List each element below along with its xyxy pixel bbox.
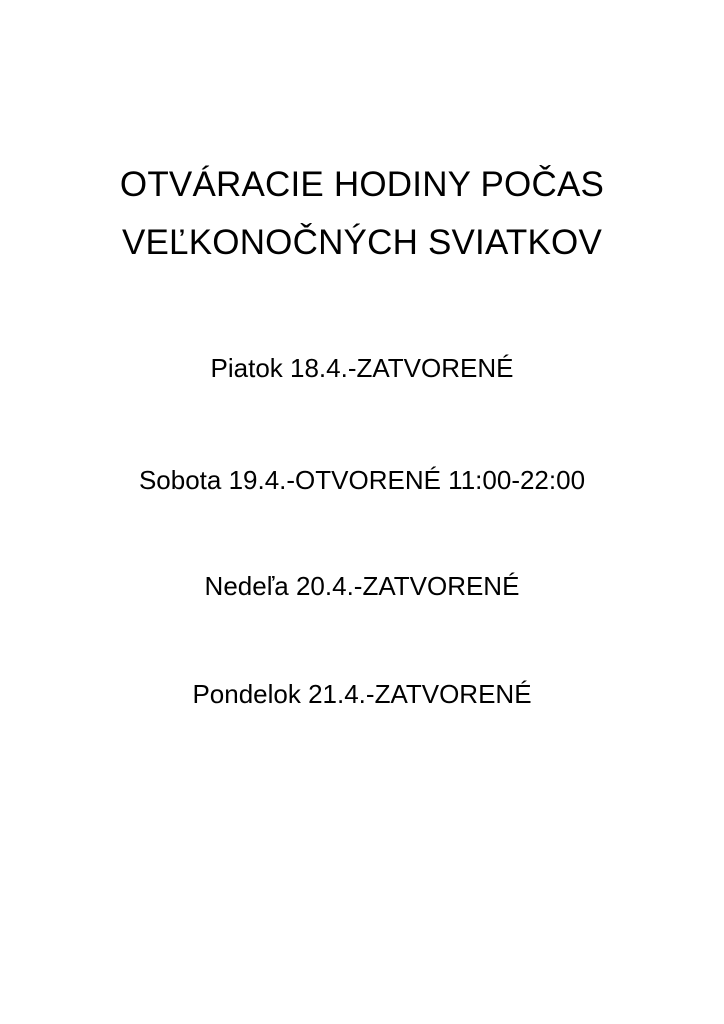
hours-line-sunday: Nedeľa 20.4.-ZATVORENÉ [204, 571, 520, 601]
hours-line-friday: Piatok 18.4.-ZATVORENÉ [210, 353, 514, 383]
page-title [0, 156, 724, 272]
title-line-1: OTVÁRACIE HODINY POČAS [119, 165, 605, 204]
hours-line-monday: Pondelok 21.4.-ZATVORENÉ [192, 679, 532, 709]
hours-line-saturday: Sobota 19.4.-OTVORENÉ 11:00-22:00 [138, 465, 586, 495]
title-line-2: VEĽKONOČNÝCH SVIATKOV [121, 223, 603, 262]
